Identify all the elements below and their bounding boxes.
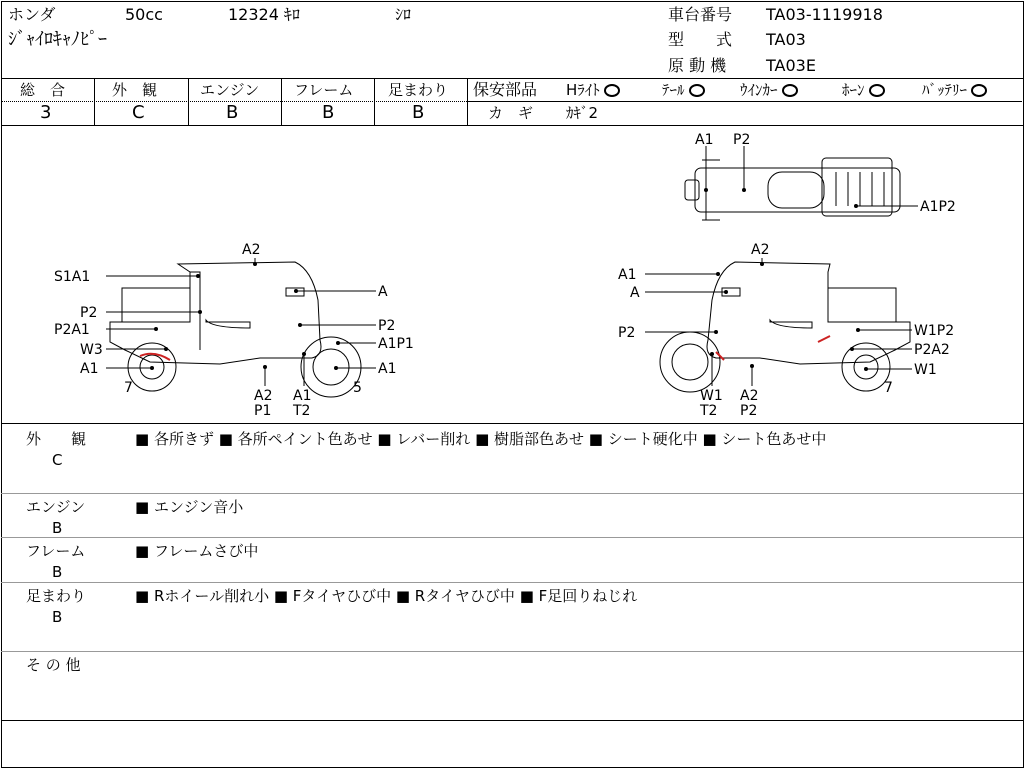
- key-value: ｶｷﾞ2: [566, 104, 599, 122]
- diagram-label: W3: [80, 342, 103, 358]
- diagram-label: W1: [914, 362, 937, 378]
- divider: [1, 493, 1023, 494]
- diagram-label: A1: [618, 267, 637, 283]
- diagram-label: A2: [751, 242, 770, 258]
- diagram-label: P2: [740, 403, 758, 419]
- diagram-label: A2: [254, 388, 273, 404]
- maker: ホンダ: [8, 5, 56, 24]
- safety-item: ｳｲﾝｶｰ: [740, 81, 798, 99]
- diagram-label: P1: [254, 403, 272, 419]
- diagram-label: P2: [378, 318, 396, 334]
- note-category: 外 観: [26, 430, 87, 448]
- engine-label: 原 動 機: [668, 56, 727, 75]
- note-text: ■ Rホイール削れ小 ■ Fタイヤひび中 ■ Rタイヤひび中 ■ F足回りねじれ: [135, 587, 638, 605]
- score-value: C: [132, 102, 145, 123]
- chassis-label: 車台番号: [668, 5, 733, 24]
- score-label: エンジン: [200, 81, 260, 99]
- safety-item: ﾊﾞｯﾃﾘｰ: [922, 81, 987, 99]
- divider: [1, 720, 1023, 721]
- diagram-label: W1: [700, 388, 723, 404]
- mileage: 12324 ｷﾛ: [228, 5, 300, 24]
- diagram-label: A: [378, 284, 388, 300]
- divider: [1, 651, 1023, 652]
- right-side-scooter: [660, 262, 910, 392]
- diagram-label: A1: [293, 388, 312, 404]
- vehicle-diagram: [0, 126, 1024, 423]
- diagram-label: W1P2: [914, 323, 955, 339]
- note-category: 足まわり: [26, 587, 87, 605]
- divider: [1, 537, 1023, 538]
- note-text: ■ 各所きず ■ 各所ペイント色あせ ■ レバー削れ ■ 樹脂部色あせ ■ シート硬化中 ■ シート色あせ中: [135, 430, 827, 448]
- score-value: B: [322, 102, 335, 123]
- diagram-label: A1P2: [920, 199, 956, 215]
- safety-item: ﾎｰﾝ: [842, 81, 885, 99]
- diagram-label: P2: [80, 305, 98, 321]
- divider: [1, 423, 1023, 424]
- score-value: B: [412, 102, 425, 123]
- safety-title: 保安部品: [473, 80, 538, 99]
- diagram-label: A1: [80, 361, 99, 377]
- divider: [94, 78, 95, 125]
- divider: [1, 78, 1023, 79]
- note-grade: B: [52, 563, 63, 581]
- diagram-label: 5: [353, 380, 362, 396]
- diagram-label: 7: [884, 380, 893, 396]
- ok-circle-icon: [869, 84, 885, 97]
- type-label: 型 式: [668, 30, 733, 49]
- note-grade: B: [52, 519, 63, 537]
- score-value: B: [226, 102, 239, 123]
- score-label: 総 合: [20, 81, 66, 99]
- note-category: フレーム: [26, 542, 86, 560]
- diagram-label: A2: [740, 388, 759, 404]
- top-view-scooter: [685, 158, 900, 220]
- score-value: 3: [40, 102, 52, 123]
- ok-circle-icon: [689, 84, 705, 97]
- note-grade: B: [52, 608, 63, 626]
- color: ｼﾛ: [395, 5, 412, 24]
- diagram-label: T2: [700, 403, 718, 419]
- divider: [374, 78, 375, 125]
- diagram-label: P2: [733, 132, 751, 148]
- damage-dots: [150, 188, 868, 371]
- diagram-label: S1A1: [54, 269, 91, 285]
- divider: [281, 78, 282, 125]
- diagram-label: A: [630, 285, 640, 301]
- diagram-label: A1: [695, 132, 714, 148]
- score-label: フレーム: [294, 81, 354, 99]
- model-name: ｼﾞｬｲﾛｷｬﾉﾋﾟｰ: [8, 29, 107, 50]
- note-text: ■ フレームさび中: [135, 542, 259, 560]
- note-category: エンジン: [26, 498, 86, 516]
- ok-circle-icon: [971, 84, 987, 97]
- score-label: 外 観: [112, 81, 158, 99]
- diagram-label: P2A1: [54, 322, 90, 338]
- diagram-label: P2: [618, 325, 636, 341]
- displacement: 50cc: [125, 5, 163, 24]
- safety-item: ﾃｰﾙ: [662, 81, 705, 99]
- diagram-label: 7: [124, 380, 133, 396]
- diagram-label: A1P1: [378, 336, 414, 352]
- key-label: カ ギ: [488, 104, 534, 122]
- score-label: 足まわり: [388, 81, 449, 99]
- safety-item: Hﾗｲﾄ: [566, 81, 620, 99]
- type-value: TA03: [766, 30, 806, 49]
- divider: [467, 101, 1022, 102]
- chassis-value: TA03-1119918: [766, 5, 883, 24]
- diagram-label: P2A2: [914, 342, 950, 358]
- divider: [188, 78, 189, 125]
- ok-circle-icon: [782, 84, 798, 97]
- diagram-label: A1: [378, 361, 397, 377]
- ok-circle-icon: [604, 84, 620, 97]
- divider: [467, 78, 468, 125]
- diagram-label: A2: [242, 242, 261, 258]
- note-grade: C: [52, 451, 63, 469]
- leader-lines: [106, 146, 918, 386]
- note-category: そ の 他: [26, 656, 81, 674]
- engine-value: TA03E: [766, 56, 816, 75]
- divider: [1, 582, 1023, 583]
- diagram-label: T2: [293, 403, 311, 419]
- note-text: ■ エンジン音小: [135, 498, 244, 516]
